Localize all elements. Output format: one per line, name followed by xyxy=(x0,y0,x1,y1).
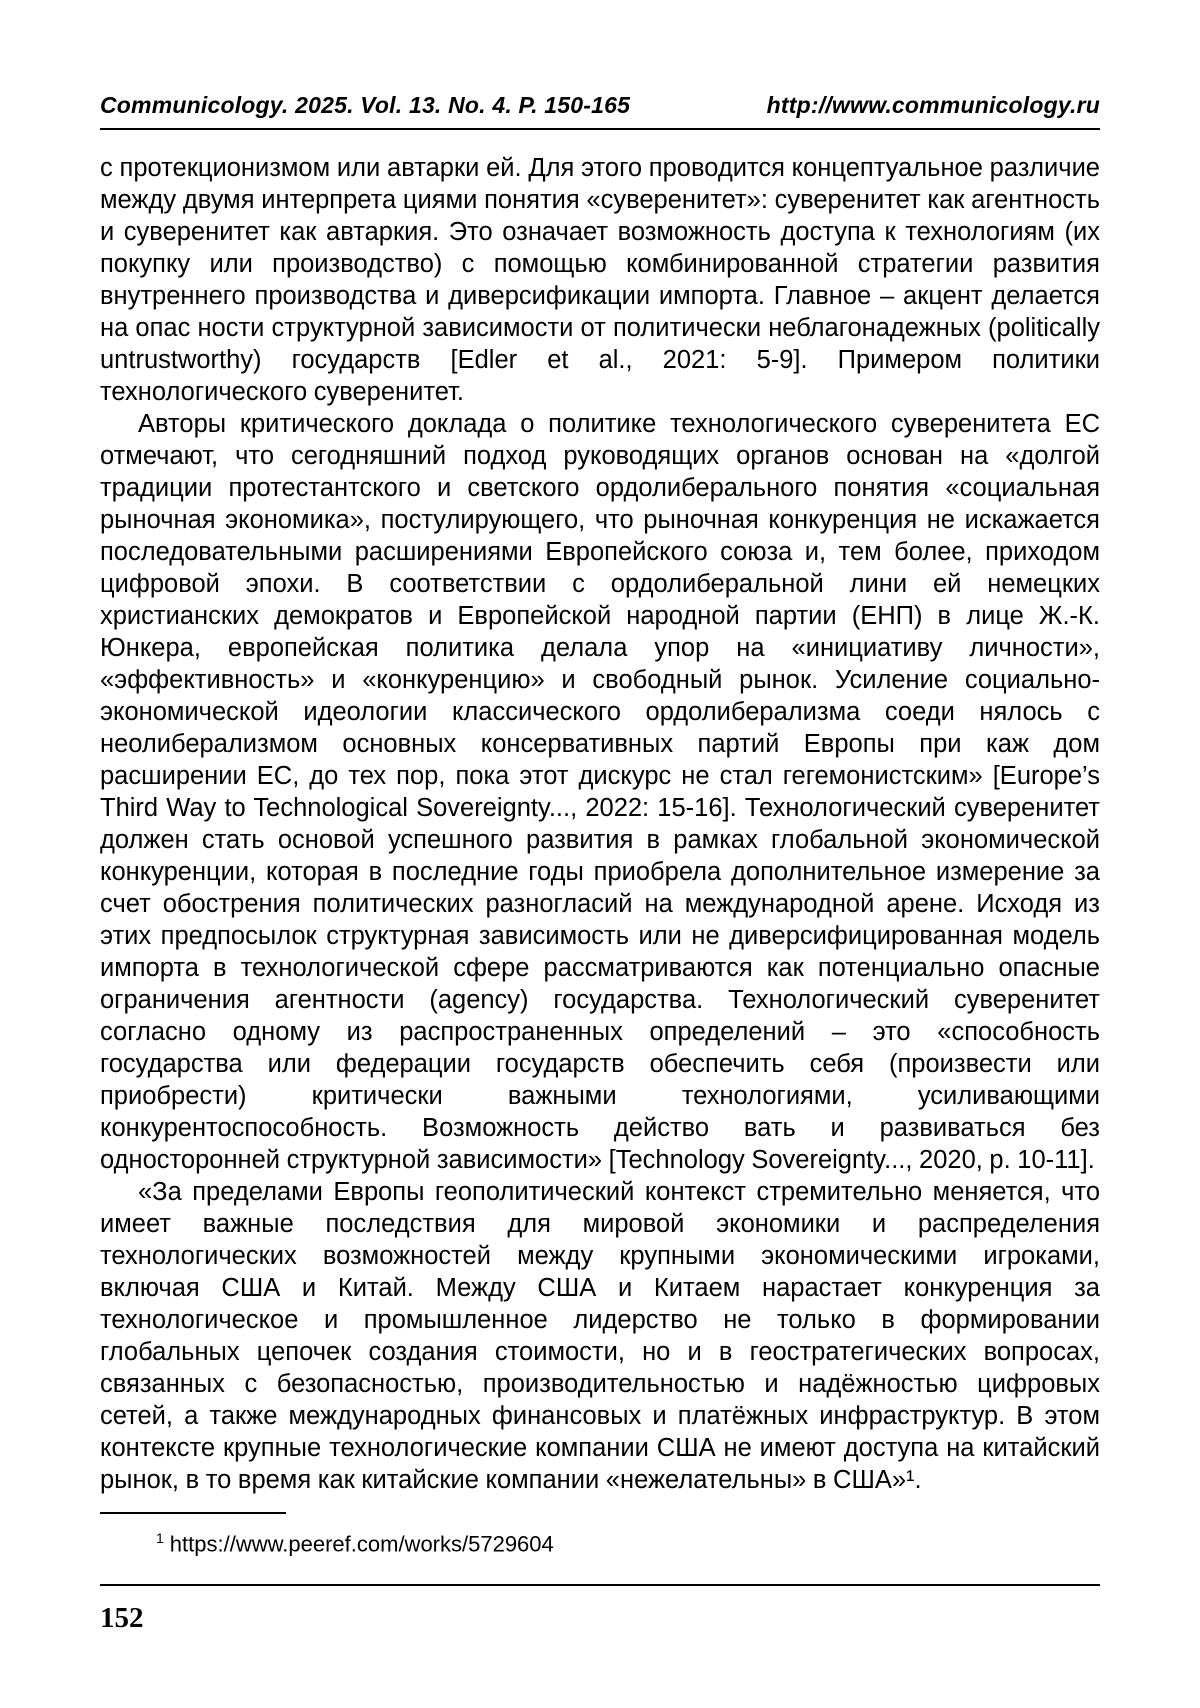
journal-reference: Communicology. 2025. Vol. 13. No. 4. P. 150-165 xyxy=(100,92,631,118)
article-body xyxy=(100,152,1100,1496)
page-number: 152 xyxy=(100,1602,144,1635)
footer-rule xyxy=(100,1584,1100,1586)
footnote-separator-rule xyxy=(100,1512,286,1514)
paragraph-1: с протекционизмом или автарки ей. Для этого проводится концептуальное различие между двумя интерпрета циями понятия «суверенитет»: суверенитет как агентность и суверенитет как автаркия. Это означает возможность доступа к технологиям (их покупку или производство) с помощью комбинированной стратегии развития внутреннего производства и диверсификации импорта. Главное – акцент делается на опас ности структурной зависимости от политически неблагонадежных (politically untrustworthy) государств [Edler et al., 2021: 5-9]. Примером политики технологического суверенитет. xyxy=(100,154,1100,406)
footnote-area xyxy=(100,1512,1100,1558)
paragraph-2: Авторы критического доклада о политике технологического суверенитета ЕС отмечают, что сегодняшний подход руководящих органов основан на «долгой традиции протестантского и светского ордолиберального понятия «социальная рыночная экономика», постулирующего, что рыночная конкуренция не искажается последовательными расширениями Европейского союза и, тем более, приходом цифровой эпохи. В соответствии с ордолиберальной лини ей немецких христианских демократов и Европейской народной партии (ЕНП) в лице Ж.-К. Юнкера, европейская политика делала упор на «инициативу личности», «эффективность» и «конкуренцию» и свободный рынок. Усиление социально-экономической идеологии классического ордолиберализма соеди нялось с неолиберализмом основных консервативных партий Европы при каж дом расширении ЕС, до тех пор, пока этот дискурс не стал гегемонистским» [Europe’s Third Way to Technological Sovereignty..., 2022: 15-16]. Технологический суверенитет должен стать основой успешного развития в рамках глобальной экономической конкуренции, которая в последние годы приобрела дополнительное измерение за счет обострения политических разногласий на международной арене. Исходя из этих предпосылок структурная зависимость или не диверсифицированная модель импорта в технологической сфере рассматриваются как потенциально опасные ограничения агентности (agency) государства. Технологический суверенитет согласно одному из распространенных определений – это «способность государства или федерации государств обеспечить себя (произвести или приобрести) критически важными технологиями, усиливающими конкурентоспособность. Возможность действо вать и развиваться без односторонней структурной зависимости» [Technology Sovereignty..., 2020, p. 10-11]. xyxy=(100,410,1100,1174)
footnote-marker: 1 xyxy=(156,1530,164,1546)
footnote xyxy=(100,1524,1100,1558)
header-rule xyxy=(100,128,1100,130)
paragraph-3: «За пределами Европы геополитический контекст стремительно меняется, что имеет важные последствия для мировой экономики и распределения технологических возможностей между крупными экономическими игроками, включая США и Китай. Между США и Китаем нарастает конкуренция за технологическое и промышленное лидерство не только в формировании глобальных цепочек создания стоимости, но и в геостратегических вопросах, связанных с безопасностью, производительностью и надёжностью цифровых сетей, а также международных финансовых и платёжных инфраструктур. В этом контексте крупные технологические компании США не имеют доступа на китайский рынок, в то время как китайские компании «нежелательны» в США»¹. xyxy=(100,1178,1100,1494)
journal-url[interactable]: http://www.communicology.ru xyxy=(766,92,1100,118)
page-header xyxy=(100,92,1100,119)
footnote-url[interactable]: https://www.peeref.com/works/5729604 xyxy=(169,1531,554,1557)
